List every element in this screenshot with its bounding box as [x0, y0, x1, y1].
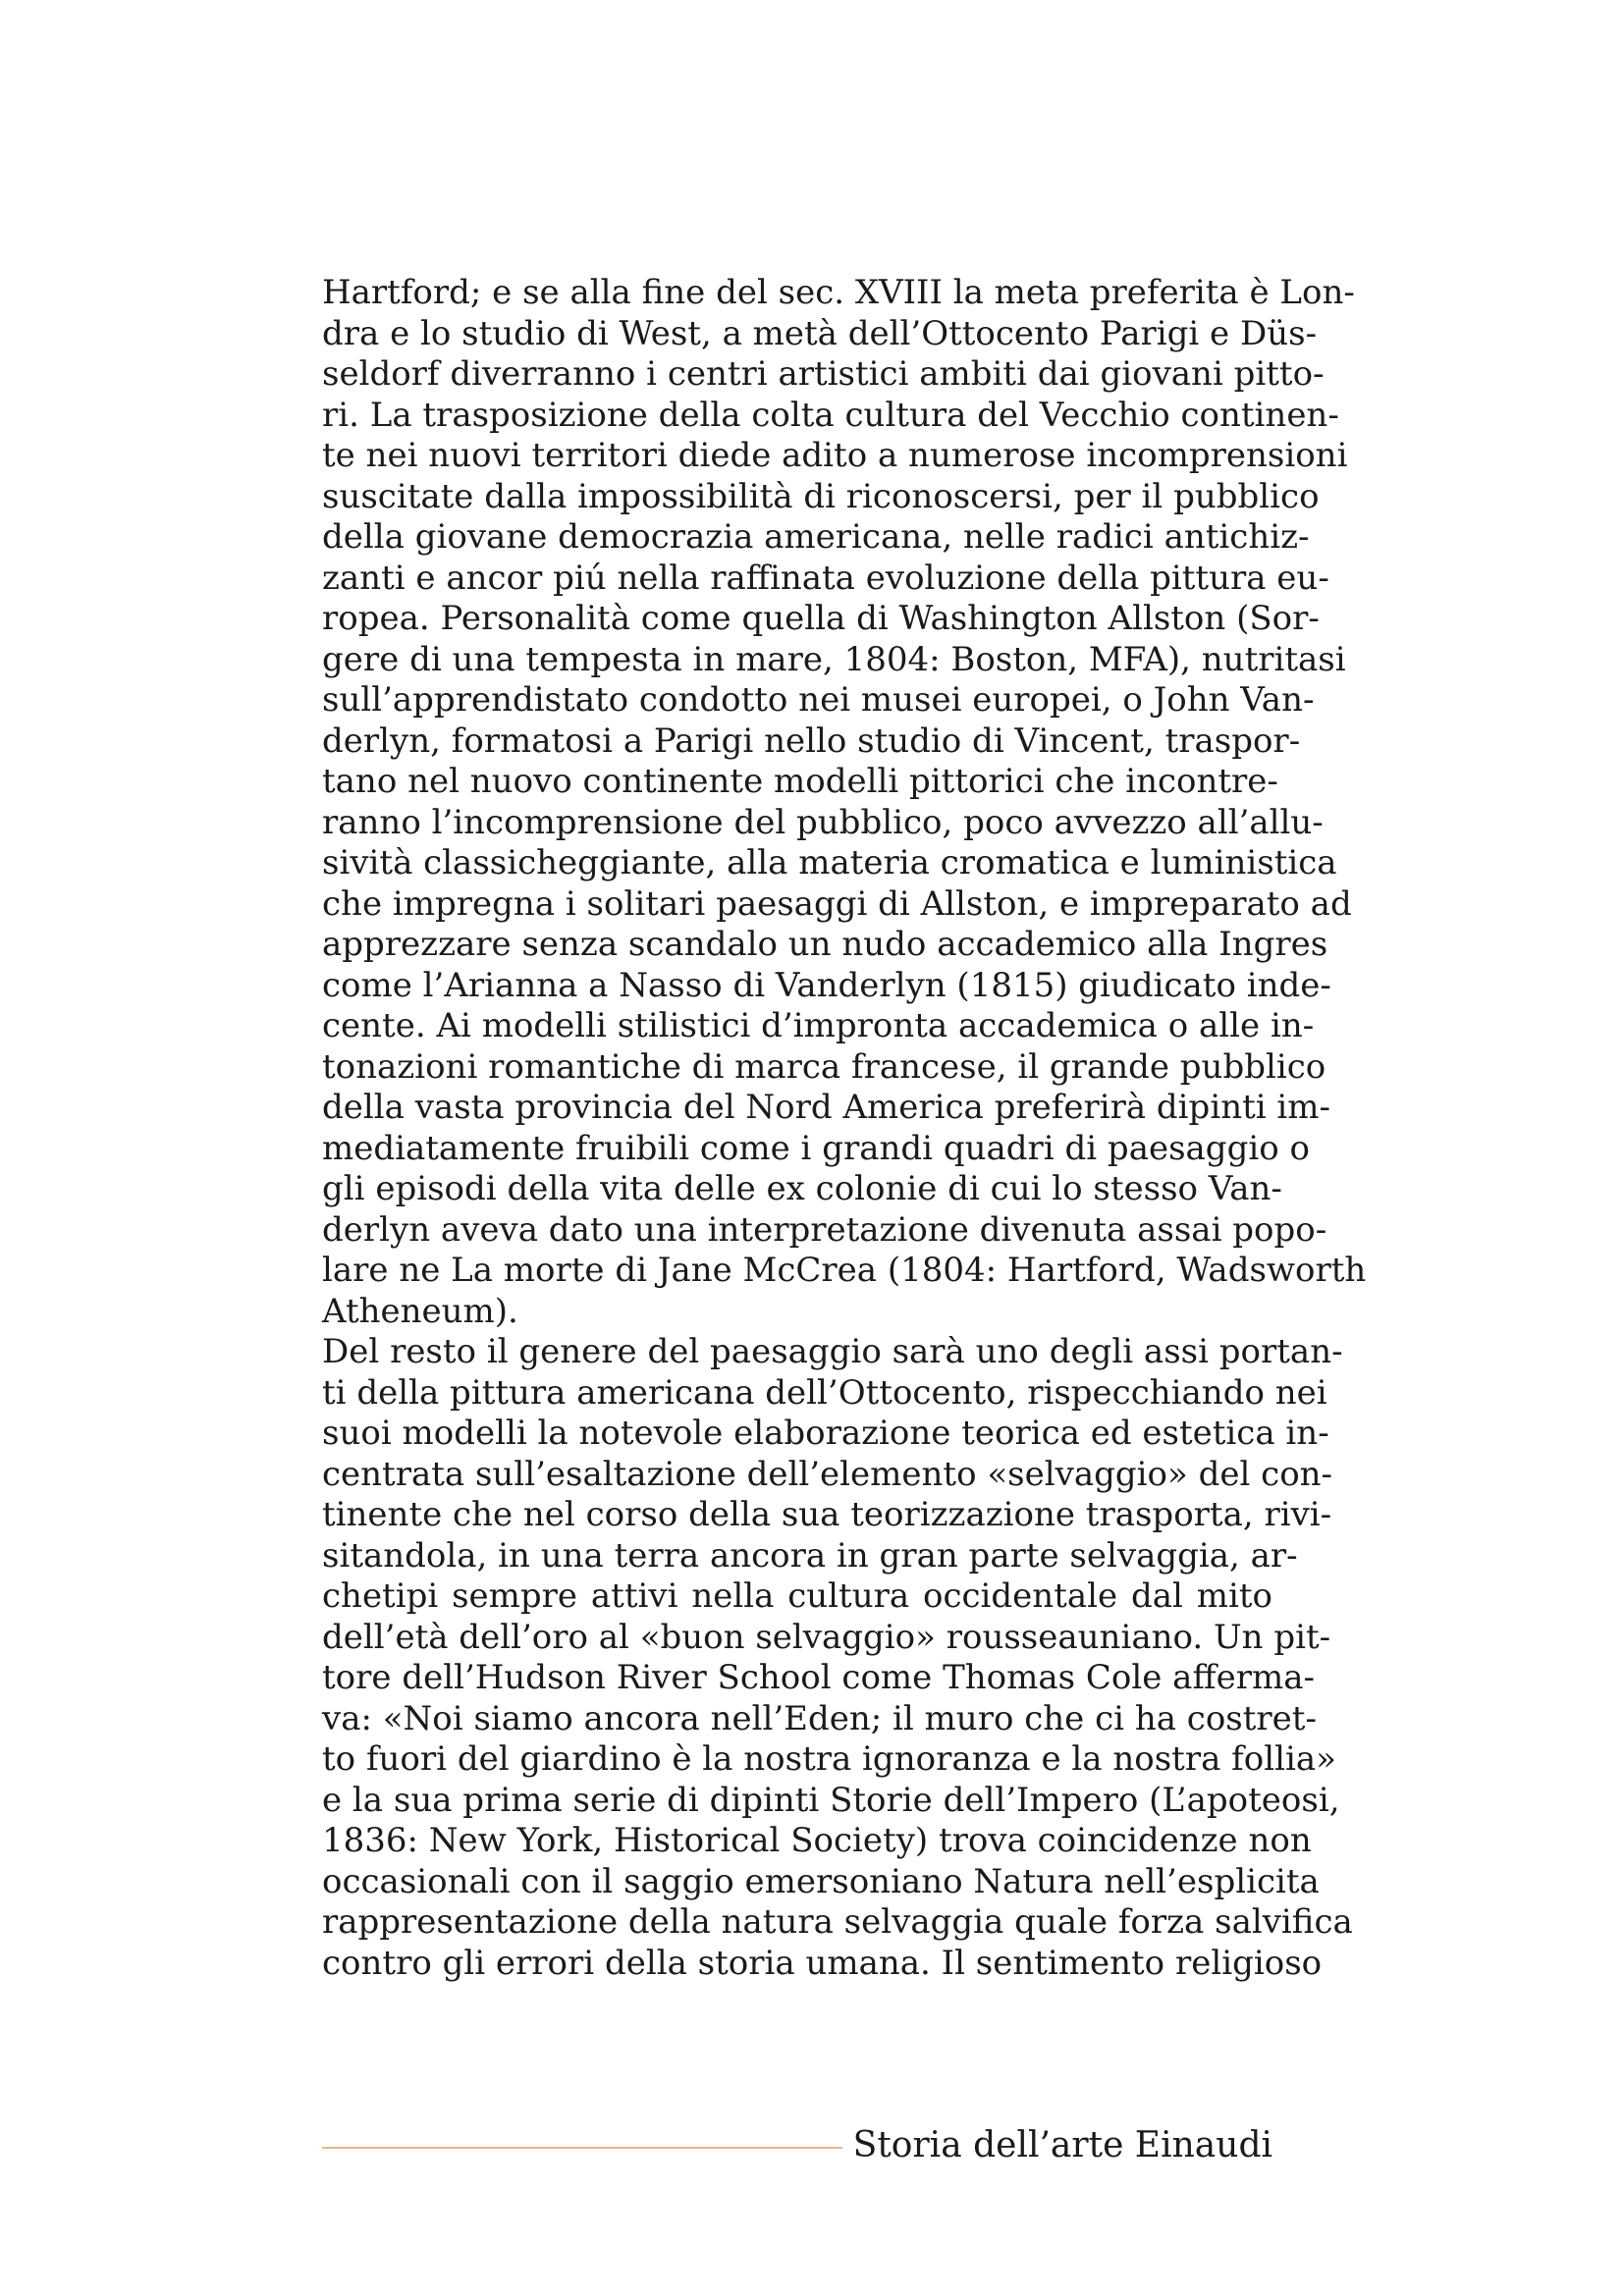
text-line: derlyn, formatosi a Parigi nello studio di Vincent, traspor-: [322, 721, 1301, 761]
text-line: cente. Ai modelli stilistici d’impronta accademica o alle in-: [322, 1006, 1315, 1045]
text-line: ti della pittura americana dell’Ottocento, rispecchiando nei: [322, 1372, 1327, 1413]
text-line: e la sua prima serie di dipinti Storie dell’Impero (L’apoteosi,: [322, 1780, 1340, 1820]
text-line: va: «Noi siamo ancora nell’Eden; il muro che ci ha costret-: [322, 1698, 1317, 1738]
text-line: mediatamente fruibili come i grandi quadri di paesaggio o: [322, 1128, 1310, 1168]
text-line: chetipi sempre attivi nella cultura occidentale dal mito: [322, 1576, 1272, 1616]
body-text: [322, 273, 1367, 1984]
text-line: occasionali con il saggio emersoniano Natura nell’esplicita: [322, 1861, 1320, 1901]
text-line: Hartford; e se alla fine del sec. XVIII la meta preferita è Lon-: [322, 273, 1355, 312]
text-line: 1836: New York, Historical Society) trova coincidenze non: [322, 1821, 1312, 1860]
text-line: della vasta provincia del Nord America preferirà dipinti im-: [322, 1088, 1331, 1127]
text-line: lare ne La morte di Jane McCrea (1804: Hartford, Wadsworth: [322, 1251, 1367, 1290]
text-line: che impregna i solitari paesaggi di Allston, e impreparato ad: [322, 883, 1352, 924]
footer-title: Storia dell’arte Einaudi: [852, 2125, 1272, 2165]
text-line: sività classicheggiante, alla materia cromatica e luministica: [322, 843, 1337, 882]
text-line: tonazioni romantiche di marca francese, il grande pubblico: [322, 1046, 1326, 1087]
text-line: gere di una tempesta in mare, 1804: Boston, MFA), nutritasi: [322, 639, 1346, 679]
text-line: zanti e ancor piú nella raffinata evoluzione della pittura eu-: [322, 558, 1329, 598]
text-line: derlyn aveva dato una interpretazione divenuta assai popo-: [322, 1209, 1327, 1250]
text-line: suscitate dalla impossibilità di riconoscersi, per il pubblico: [322, 476, 1320, 516]
text-line: rappresentazione della natura selvaggia quale forza salvifica: [322, 1902, 1353, 1942]
text-line: ranno l’incomprensione del pubblico, poco avvezzo all’allu-: [322, 802, 1324, 842]
text-line: centrata sull’esaltazione dell’elemento «selvaggio» del con-: [322, 1454, 1333, 1494]
text-line: ropea. Personalità come quella di Washington Allston (Sor-: [322, 599, 1320, 638]
text-line: tore dell’Hudson River School come Thomas Cole afferma-: [322, 1658, 1315, 1697]
text-line: suoi modelli la notevole elaborazione teorica ed estetica in-: [322, 1414, 1329, 1453]
text-line: sull’apprendistato condotto nei musei europei, o John Van-: [322, 680, 1315, 720]
text-line: tinente che nel corso della sua teorizzazione trasporta, rivi-: [322, 1495, 1332, 1534]
text-line: ri. La trasposizione della colta cultura del Vecchio continen-: [322, 395, 1339, 435]
text-line: dell’età dell’oro al «buon selvaggio» rousseauniano. Un pit-: [322, 1617, 1331, 1657]
text-line: apprezzare senza scandalo un nudo accademico alla Ingres: [322, 925, 1328, 964]
text-line: to fuori del giardino è la nostra ignoranza e la nostra follia»: [322, 1739, 1336, 1779]
text-line: come l’Arianna a Nasso di Vanderlyn (1815) giudicato inde-: [322, 965, 1331, 1005]
text-line: tano nel nuovo continente modelli pittorici che incontre-: [322, 762, 1278, 801]
text-line: seldorf diverranno i centri artistici ambiti dai giovani pitto-: [322, 354, 1325, 394]
text-line: della giovane democrazia americana, nelle radici antichiz-: [322, 517, 1310, 557]
footer-rule: [322, 2147, 842, 2149]
text-line: te nei nuovi territori diede adito a numerose incomprensioni: [322, 436, 1348, 475]
text-line: Del resto il genere del paesaggio sarà uno degli assi portan-: [322, 1332, 1343, 1371]
text-line: sitandola, in una terra ancora in gran parte selvaggia, ar-: [322, 1535, 1298, 1575]
text-line: contro gli errori della storia umana. Il sentimento religioso: [322, 1943, 1323, 1983]
text-line: dra e lo studio di West, a metà dell’Ottocento Parigi e Düs-: [322, 313, 1318, 353]
text-line: Atheneum).: [322, 1291, 518, 1331]
text-line: gli episodi della vita delle ex colonie di cui lo stesso Van-: [322, 1169, 1282, 1208]
